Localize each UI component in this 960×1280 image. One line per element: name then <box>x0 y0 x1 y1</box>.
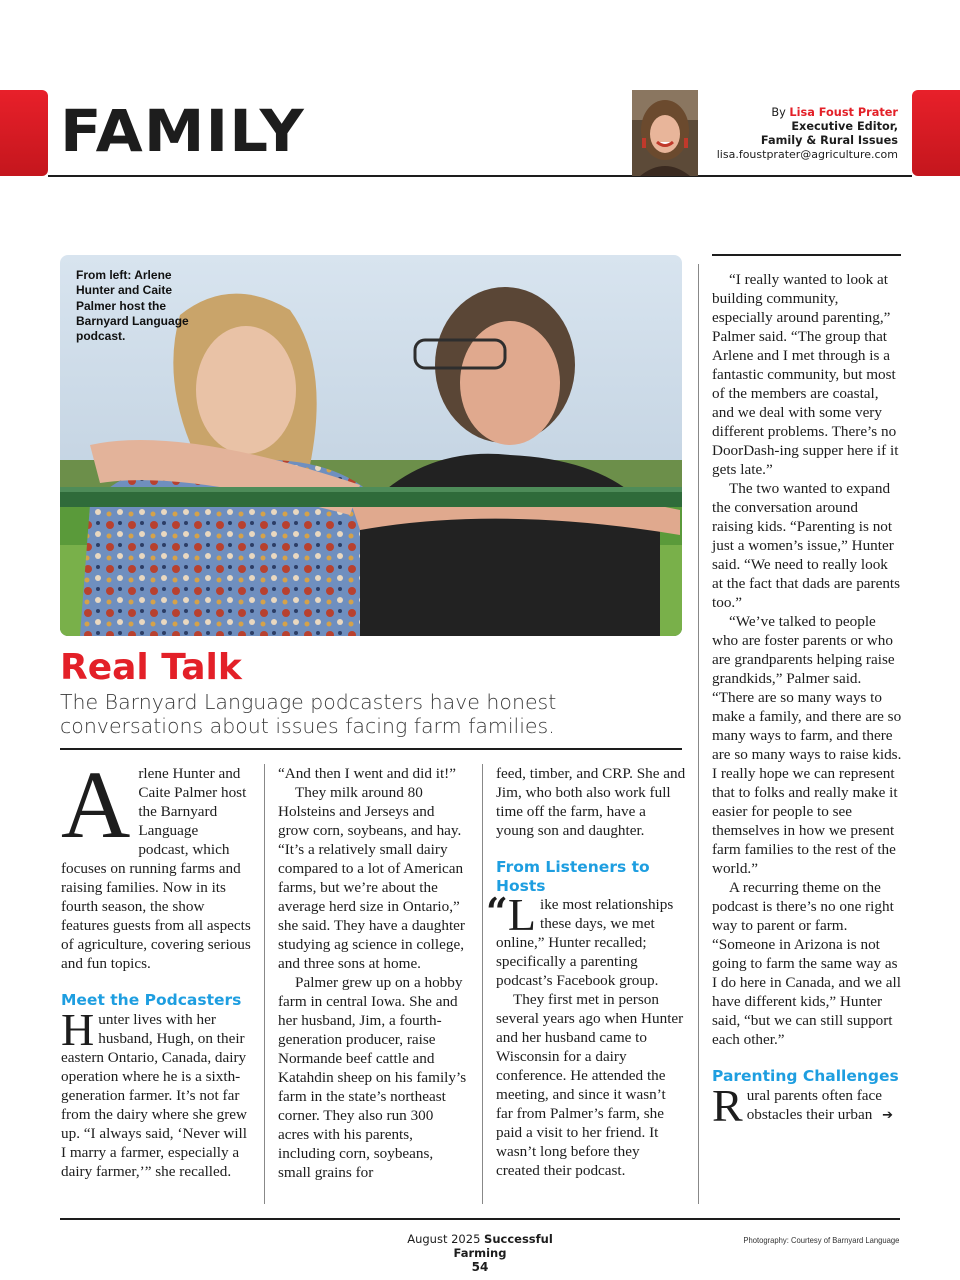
byline-by: By <box>771 106 786 119</box>
article-headline: Real Talk <box>60 647 242 688</box>
photo-caption: From left: Arlene Hunter and Caite Palmer host the Barnyard Language podcast. <box>76 268 189 344</box>
column-separator <box>482 764 483 1204</box>
subhead-from-listeners-to-hosts: From Listeners to Hosts <box>496 858 650 895</box>
author-email: lisa.foustprater@agriculture.com <box>716 148 898 161</box>
open-quote-mark: “ <box>486 889 508 934</box>
author-role-line2: Family & Rural Issues <box>760 134 898 147</box>
author-name: Lisa Foust Prater <box>789 106 898 119</box>
folio <box>380 1232 580 1274</box>
subhead-parenting-challenges: Parenting Challenges <box>712 1067 899 1085</box>
article-column-1 <box>61 751 251 1181</box>
body-paragraph: ural parents often face obstacles their urban <box>746 1086 883 1123</box>
page-number: 54 <box>471 1260 489 1274</box>
author-photo <box>632 90 698 176</box>
footer-divider <box>60 1218 900 1220</box>
drop-cap: H <box>61 1003 95 1055</box>
magazine-name: Successful Farming <box>453 1232 553 1260</box>
body-paragraph: “And then I went and did it!” <box>278 765 456 782</box>
byline <box>717 106 898 162</box>
author-role-line1: Executive Editor, <box>791 120 898 133</box>
photo-credit: Photography: Courtesy of Barnyard Language <box>742 1235 899 1245</box>
header-divider <box>48 175 912 177</box>
body-paragraph: The two wanted to expand the conversation around raising kids. “Parenting is not just a women’s issue,” Hunter said. “We need to really look at the fact that dads are parents too.” <box>712 480 901 611</box>
subhead-meet-the-podcasters: Meet the Podcasters <box>61 991 242 1009</box>
section-tab-left <box>0 90 48 176</box>
section-title: FAMILY <box>60 97 305 165</box>
column-separator <box>264 764 265 1204</box>
dek-divider <box>60 748 682 750</box>
article-dek: The Barnyard Language podcasters have honest conversations about issues facing farm families. <box>60 690 557 738</box>
section-tab-right <box>912 90 960 176</box>
body-paragraph: “I really wanted to look at building community, especially around parenting,” Palmer said. “The group that Arlene and I met through is a fantastic community, but most of the members are coastal, and we deal with some very different problems. There’s no DoorDash-ing supper here if it gets late.” <box>712 271 899 478</box>
issue-date: August 2025 <box>407 1232 481 1246</box>
body-paragraph: They first met in person several years ago when Hunter and her husband came to Wisconsin for a dairy conference. He attended the meeting, and since it wasn’t far from Palmer’s farm, she paid a visit to her friend. It wasn’t long before they created their podcast. <box>496 991 684 1179</box>
article-column-4 <box>712 270 902 1131</box>
drop-cap: R <box>712 1079 743 1131</box>
article-column-2 <box>278 764 468 1182</box>
body-paragraph: Palmer grew up on a hobby farm in central Iowa. She and her husband, Jim, a fourth-generation producer, raise Normande beef cattle and Katahdin sheep on his family’s farm in the state’s northeast corner. They also run 300 acres with his parents, including corn, soybeans, small grains for <box>278 974 467 1181</box>
article-column-3 <box>486 764 686 1180</box>
body-paragraph: A recurring theme on the podcast is there’s no one right way to parent or farm. “Someone in Arizona is not going to farm the same way as I do here in Canada, and we all have different kids,” Hunter said, “but we can still support each other.” <box>712 879 901 1048</box>
body-paragraph: rlene Hunter and Caite Palmer host the Barnyard Language podcast, which focuses on running farms and raising families. Now in its fourth season, the show features guests from all aspects of agriculture, covering serious and fun topics. <box>61 765 251 972</box>
body-paragraph: unter lives with her husband, Hugh, on their eastern Ontario, Canada, dairy operation where he is a sixth-generation farmer. It’s not far from the dairy where she grew up. “I always said, ‘Never will I marry a farmer, especially a dairy farmer,’” she recalled. <box>61 1010 247 1180</box>
column4-top-rule <box>712 254 901 256</box>
body-paragraph: They milk around 80 Holsteins and Jerseys and grow corn, soybeans, and hay. “It’s a relatively small dairy compared to a lot of American farms, but we’re about the average herd size in Ontario,” she said. They have a daughter studying ag science in college, and three sons at home. <box>278 784 465 972</box>
body-paragraph: “We’ve talked to people who are foster parents or who are grandparents helping raise grandkids,” Palmer said. “There are so many ways to make a family, and there are so many ways to farm, and there are so many ways to raise kids. I really hope we can represent that to folks and really make it easier for people to see themselves in how we present farm families to the rest of the world.” <box>712 613 902 877</box>
column-separator <box>698 264 699 1204</box>
drop-cap: A <box>61 751 131 858</box>
body-paragraph: feed, timber, and CRP. She and Jim, who both also work full time off the farm, have a young son and daughter. <box>496 765 686 839</box>
body-paragraph: ike most relationships these days, we met online,” Hunter recalled; specifically a parenting podcast’s Facebook group. <box>496 896 674 989</box>
continue-arrow-icon: ➔ <box>882 1107 894 1123</box>
drop-cap: L <box>507 889 536 940</box>
